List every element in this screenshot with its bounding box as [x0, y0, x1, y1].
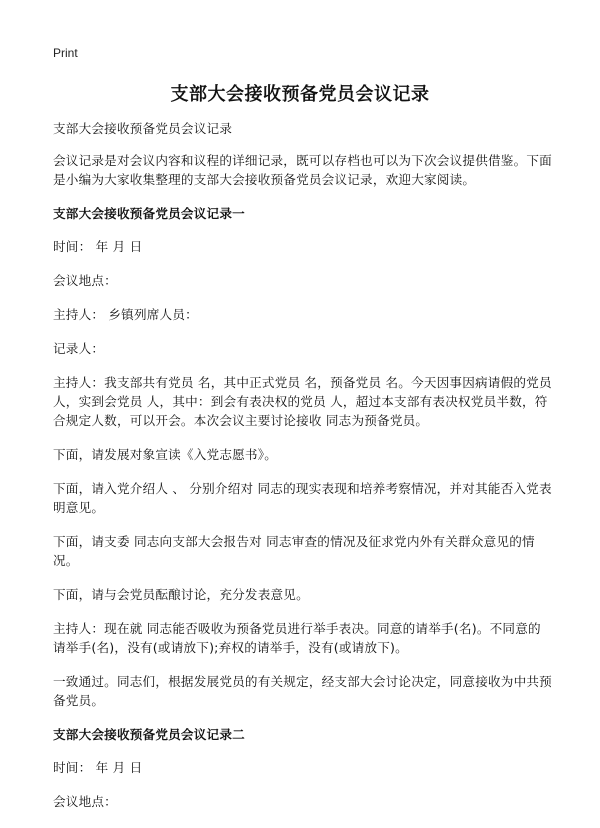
meeting-time: 时间： 年 月 日: [53, 760, 143, 775]
meeting-time: 时间： 年 月 日: [53, 239, 143, 254]
meeting-place: 会议地点：: [53, 794, 117, 809]
body-paragraph: 主持人：我支部共有党员 名，其中正式党员 名，预备党员 名。今天因事因病请假的党员 人，实到会党员 人，其中：到会有表决权的党员 人，超过本支部有表决权党员半数，符合规定人数，可以开会。本次会议主要讨论接收 同志为预备党员。: [53, 375, 552, 428]
document-body: [53, 119, 553, 826]
body-paragraph: 下面，请支委 同志向支部大会报告对 同志审查的情况及征求党内外有关群众意见的情况。: [53, 534, 535, 568]
body-paragraph: 下面，请发展对象宣读《入党志愿书》。: [53, 447, 277, 462]
meeting-place: 会议地点：: [53, 273, 117, 288]
body-paragraph: 主持人：现在就 同志能否吸收为预备党员进行举手表决。同意的请举手(名)。不同意的请举手(名)，没有(或请放下);弃权的请举手，没有(或请放下)。: [53, 621, 541, 655]
meeting-host: 主持人： 乡镇列席人员：: [53, 307, 198, 322]
page-title: 支部大会接收预备党员会议记录: [170, 84, 430, 105]
document-subtitle: 支部大会接收预备党员会议记录: [53, 121, 233, 136]
section-heading-2: 支部大会接收预备党员会议记录二: [53, 727, 245, 742]
body-paragraph: 一致通过。同志们，根据发展党员的有关规定，经支部大会讨论决定，同意接收为中共预备党员。: [53, 674, 552, 708]
intro-paragraph: 会议记录是对会议内容和议程的详细记录，既可以存档也可以为下次会议提供借鉴。下面是小编为大家收集整理的支部大会接收预备党员会议记录，欢迎大家阅读。: [53, 153, 552, 187]
body-paragraph: 下面，请与会党员酝酿讨论，充分发表意见。: [53, 587, 309, 602]
section-heading-1: 支部大会接收预备党员会议记录一: [53, 206, 245, 221]
print-link[interactable]: Print: [53, 46, 78, 60]
body-paragraph: 下面，请入党介绍人 、 分别介绍对 同志的现实表现和培养考察情况，并对其能否入党表明意见。: [53, 481, 552, 515]
meeting-recorder: 记录人：: [53, 341, 105, 356]
